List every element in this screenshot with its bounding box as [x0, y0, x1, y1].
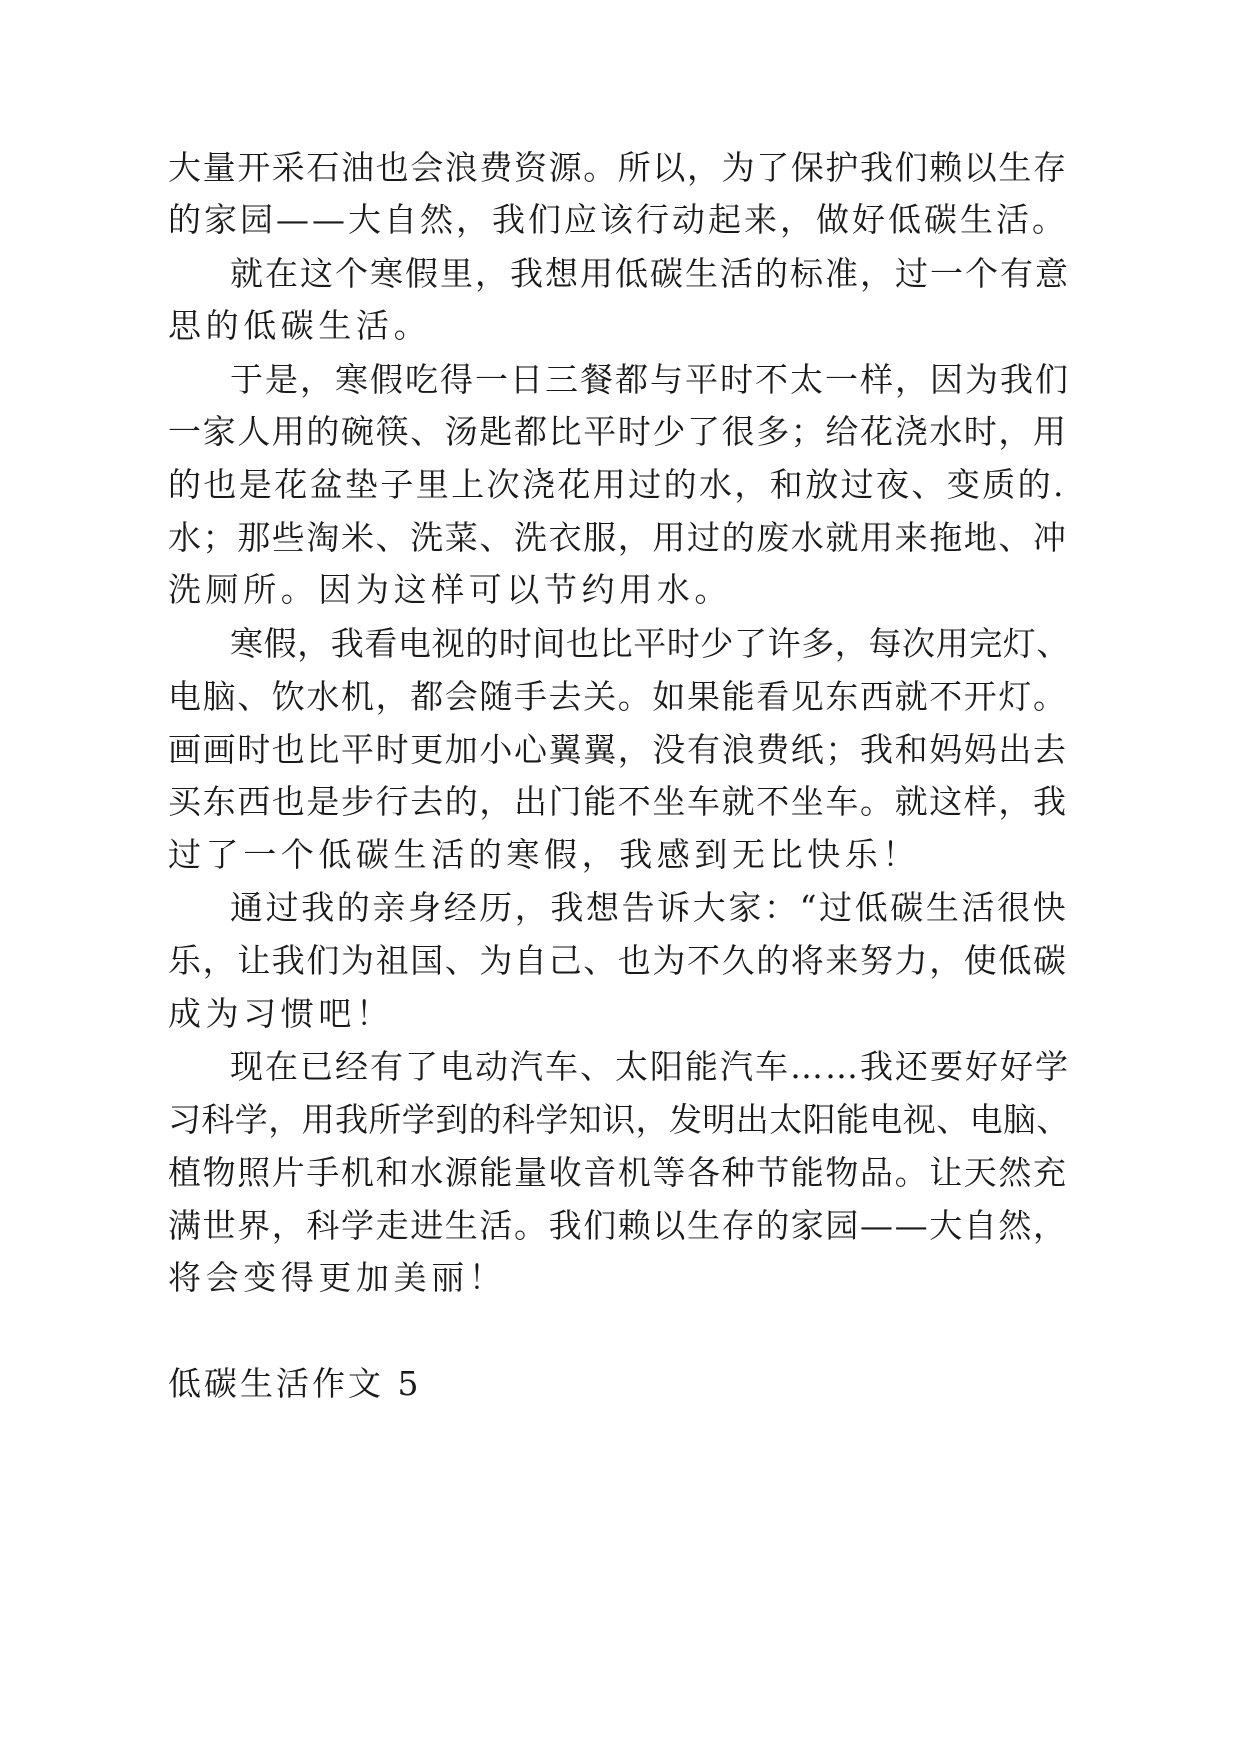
text-line: 将会变得更加美丽！ [168, 1258, 507, 1297]
text-line: 买东西也是步行去的，出门能不坐车就不坐车。就这样，我 [168, 782, 1068, 821]
text-line: 满世界，科学走进生活。我们赖以生存的家园——大自然， [168, 1206, 1068, 1245]
text-line: 电脑、饮水机，都会随手去关。如果能看见东西就不开灯。 [168, 677, 1068, 716]
text-line: 画画时也比平时更加小心翼翼，没有浪费纸；我和妈妈出去 [168, 730, 1068, 769]
paragraph-first-line: 于是，寒假吃得一日三餐都与平时不太一样，因为我们 [230, 360, 1070, 399]
paragraph-first-line: 通过我的亲身经历，我想告诉大家：“过低碳生活很快 [230, 888, 1069, 927]
paragraph-first-line: 现在已经有了电动汽车、太阳能汽车……我还要好好学 [230, 1047, 1070, 1086]
text-line: 成为习惯吧！ [168, 994, 394, 1033]
text-line: 思的低碳生活。 [168, 306, 432, 345]
paragraph-first-line: 就在这个寒假里，我想用低碳生活的标准，过一个有意 [230, 254, 1070, 293]
text-line: 洗厕所。因为这样可以节约用水。 [168, 570, 732, 609]
text-line: 一家人用的碗筷、汤匙都比平时少了很多；给花浇水时，用 [168, 412, 1068, 451]
text-line: 过了一个低碳生活的寒假，我感到无比快乐！ [168, 835, 920, 874]
text-line: 的也是花盆垫子里上次浇花用过的水，和放过夜、变质的. [168, 465, 1066, 504]
text-line: 的家园——大自然，我们应该行动起来，做好低碳生活。 [168, 200, 1068, 239]
text-line: 水；那些淘米、洗菜、洗衣服，用过的废水就用来拖地、冲 [168, 518, 1068, 557]
paragraph-first-line: 寒假，我看电视的时间也比平时少了许多，每次用完灯、 [230, 624, 1070, 663]
text-line: 植物照片手机和水源能量收音机等各种节能物品。让天然充 [168, 1153, 1068, 1192]
text-line: 习科学，用我所学到的科学知识，发明出太阳能电视、电脑、 [168, 1100, 1070, 1139]
text-line: 大量开采石油也会浪费资源。所以，为了保护我们赖以生存 [168, 148, 1068, 187]
section-heading: 低碳生活作文 5 [168, 1364, 422, 1403]
text-line: 乐，让我们为祖国、为自己、也为不久的将来努力，使低碳 [168, 941, 1068, 980]
